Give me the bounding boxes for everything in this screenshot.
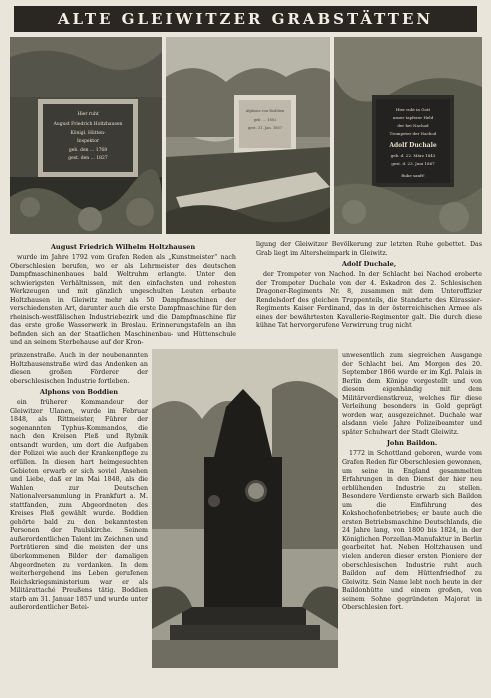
svg-text:Alphons von Boddien: Alphons von Boddien [245, 109, 285, 113]
svg-text:August Friedrich Holtzhausen: August Friedrich Holtzhausen [53, 122, 123, 127]
column-left-narrow [10, 352, 148, 613]
photo-baildon-monument [152, 349, 338, 668]
heading-boddien: Alphons von Boddien [39, 388, 119, 397]
svg-text:Königl. Hütten-: Königl. Hütten- [70, 131, 106, 136]
photo-boddien-grave [166, 37, 330, 234]
monument-image [152, 349, 338, 668]
heading-holtzhausen: August Friedrich Wilhelm Holtzhausen [50, 243, 196, 251]
svg-text:geb. ... 1802: geb. ... 1802 [253, 118, 277, 122]
paragraph-baildon: 1772 in Schottland geboren, wurde vom Grafen Reden für Oberschlesien gewonnen, um seine in England gesammelten Erfahrungen in den Dienst der hier neu erblühenden Industrie zu stellen. Besondere Verdienste erwarb sich Baildon um die Einführung des Kokshochofenbetriebes; er baute auch die ersten Betriebsmaschine Deutschlands, die 24 Jahre lang, von 1800 bis 1824, in der Königlichen Porzellan-Manufaktur in Berlin gearbeitet hat. Neben Holtzhausen und vielen anderen dieser ersten Pioniere der oberschlesischen Industrie ruht auch Baildon auf dem Hüttenfriedhof zu Gleiwitz. Sein Name lebt noch heute in der Baildonhütte und einem großen, von seinem Sohne gegründeten Majorat in Oberschlesien fort. [342, 450, 482, 612]
column-left-top [10, 241, 236, 348]
photo-duchale-grave [334, 37, 482, 234]
grave-plaque-image-2 [166, 37, 330, 234]
svg-text:Hier ruht in Gott: Hier ruht in Gott [395, 107, 431, 112]
svg-text:geb. d. 22. März 1843: geb. d. 22. März 1843 [390, 153, 436, 158]
svg-text:geb. den ... 1768: geb. den ... 1768 [68, 148, 108, 153]
svg-text:Ruhe sanft!: Ruhe sanft! [401, 173, 425, 178]
svg-text:Trompeter der Nachod: Trompeter der Nachod [389, 131, 437, 136]
svg-text:Adolf Duchale: Adolf Duchale [389, 142, 437, 149]
svg-text:gest. 31. Jan. 1857: gest. 31. Jan. 1857 [247, 126, 283, 130]
grave-plaque-image-3 [334, 37, 482, 234]
paragraph-holtzhausen-2: prinzenstraße. Auch in der neubenannten Holtzhausenstraße wird das Andenken an diesen großen Förderer der oberschlesischen Industrie fortleben. [10, 352, 148, 385]
svg-text:der bei Nachod: der bei Nachod [397, 123, 429, 128]
svg-text:Hier ruht: Hier ruht [77, 112, 99, 117]
svg-text:gest. d. 23. Juni 1867: gest. d. 23. Juni 1867 [391, 161, 435, 166]
heading-duchale: Adolf Duchale, [341, 260, 397, 269]
grave-plaque-image-1 [10, 37, 162, 234]
svg-text:unser tapferer Held: unser tapferer Held [392, 115, 434, 120]
photo-holtzhausen-grave [10, 37, 162, 234]
heading-baildon: John Baildon. [386, 439, 438, 448]
paragraph-duchale-2: unwesentlich zum siegreichen Ausgange der Schlacht bei. Am Morgen des 20. September 1866 wurde er im Kgl. Palais in Berlin dem Könige vorgestellt und von diesem eigenhändig mit dem Militärverdienstkreuz, welches für diese Verleihung besonders in Gold geprägt worden war, ausgezeichnet. Duchale war alsdann viele Jahre Polizeibeamter und später Schulwart der Stadt Gleiwitz. [342, 352, 482, 436]
paragraph-holtzhausen-1: wurde im Jahre 1792 vom Grafen Reden als „Kunstmeister“ nach Oberschlesien berufen, wo er als Lehrmeister des deutschen Dampfmaschinenbaues bald Weltruhm erlangte. Unter den schwierigsten Verhältnissen, mit den einfachsten und rohesten Werkzeugen und mit gänzlich ungeschulten Leuten erbaute Holtzhausen in Gleiwitz mehr als 50 Dampfmaschinen der verschiedensten Art, darunter auch die erste Dampfmaschine für den rheinisch-westfälischen Industriebezirk und die Dampfmaschine für das erste große Wasserwerk in Breslau. Erinnerungstafeln an ihn befinden sich an der Staatlichen Maschinenbau- und Hüttenschule und an seinem Sterbehause auf der Kron- [10, 254, 236, 347]
svg-text:Inspektor: Inspektor [77, 139, 99, 144]
svg-text:gest. den ... 1827: gest. den ... 1827 [68, 156, 108, 161]
paragraph-duchale-1: der Trompeter von Nachod. In der Schlacht bei Nachod eroberte der Trompeter Duchale von der 4. Eskadron des 2. Schlesischen Dragoner-Regiments Nr. 8, zusammen mit dem Unteroffizier Rendelsdorf des gleichen Truppenteils, die Standarte des Kürassier-Regiments Kaiser Ferdinand, das in der österreichischen Armee als eines der bewährtesten Kavallerie-Regimenter galt. Die durch diese kühne Tat hervorgerufene Verwirrung trug nicht [256, 271, 482, 330]
paragraph-boddien-cont: ligung der Gleiwitzer Bevölkerung zur letzten Ruhe gebettet. Das Grab liegt im Altersheimpark in Gleiwitz. [256, 241, 482, 257]
column-right-narrow [342, 352, 482, 613]
column-right-top [256, 241, 482, 331]
paragraph-boddien: ein früherer Kommandeur der Gleiwitzer Ulanen, wurde im Februar 1848, als Rittmeister, Führer der sogenannten Typhus-Kommandos, die nach den Kreisen Pleß und Rybnik entsandt wurden, um dort die Aufgaben der Polizei wie auch der Krankenpflege zu erfüllen. In diesen hart heimgesuchten Gebieten erwarb er sich soviel Ansehen und Liebe, daß er im Mai 1848, als die Wahlen zur Deutschen Nationalversammlung in Frankfurt a. M. stattfanden, zum Abgeordneten des Kreises Pleß gewählt wurde. Boddien gehörte bald zu den bekanntesten Personen der Paulskirche. Seinem außerordentlichen Talent im Zeichnen und Porträtieren sind die meisten der uns überkommenen Bilder der damaligen Abgeordneten zu verdanken. In dem weiterhergehend ins Leben gerufenen Reichskriegsministerium war er als Militärattaché Preußens tätig. Boddien starb am 31. Januar 1857 und wurde unter außerordentlicher Betei- [10, 399, 148, 612]
page-title: ALTE GLEIWITZER GRABSTÄTTEN [14, 6, 477, 32]
